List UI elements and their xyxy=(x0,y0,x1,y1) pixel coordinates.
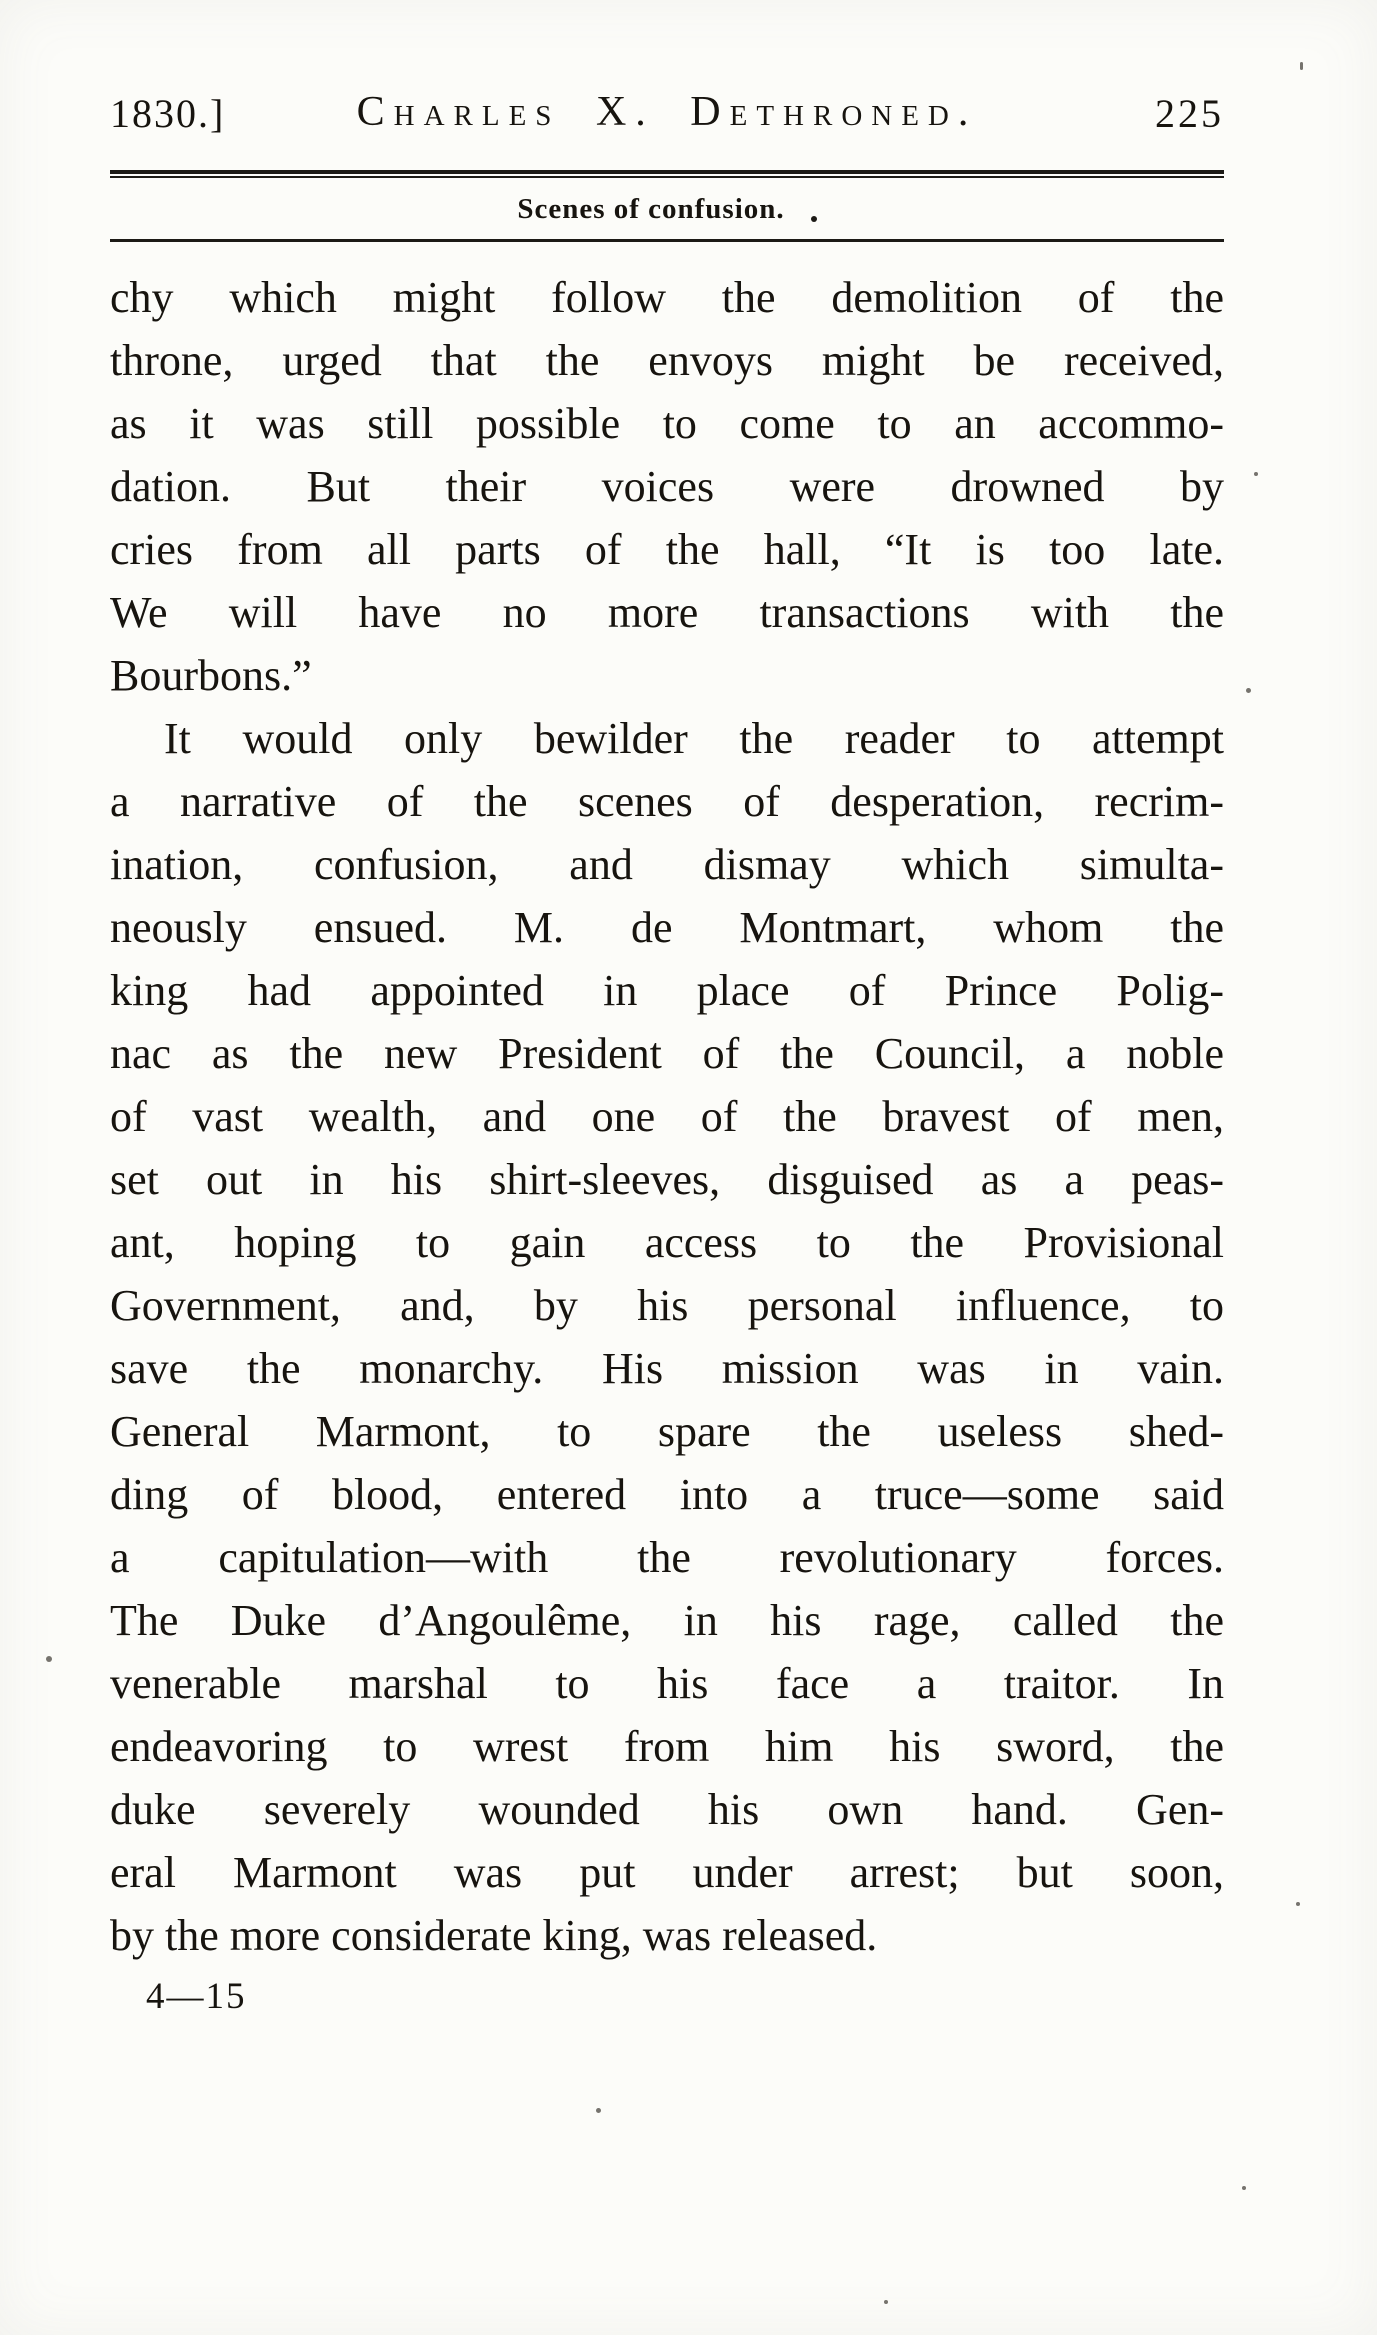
header-page-number: 225 xyxy=(1155,91,1224,136)
header-rule-bottom xyxy=(110,239,1224,242)
text-line: as it was still possible to come to an accommo- xyxy=(110,399,1224,448)
text-line: save the monarchy. His mission was in vain. xyxy=(110,1344,1224,1393)
text-line: We will have no more transactions with the xyxy=(110,588,1224,637)
scan-speck xyxy=(1254,472,1258,476)
signature-mark: 4—15 xyxy=(146,1976,247,2017)
text-line: Bourbons.” xyxy=(110,651,312,700)
paragraph xyxy=(110,707,1224,1967)
text-line: set out in his shirt-sleeves, disguised as a peas- xyxy=(110,1155,1224,1204)
text-line: cries from all parts of the hall, “It is too late. xyxy=(110,525,1224,574)
text-line: neously ensued. M. de Montmart, whom the xyxy=(110,903,1224,952)
scan-speck xyxy=(46,1656,52,1662)
text-line: venerable marshal to his face a traitor. In xyxy=(110,1659,1224,1708)
text-line: eral Marmont was put under arrest; but soon, xyxy=(110,1848,1224,1897)
text-line: ination, confusion, and dismay which simulta- xyxy=(110,840,1224,889)
ink-dot xyxy=(811,216,817,222)
text-line: chy which might follow the demolition of the xyxy=(110,273,1224,322)
text-line: duke severely wounded his own hand. Gen- xyxy=(110,1785,1224,1834)
header-title: Charles X. Dethroned. xyxy=(356,89,978,135)
text-line: dation. But their voices were drowned by xyxy=(110,462,1224,511)
scan-speck xyxy=(596,2108,601,2113)
text-line: king had appointed in place of Prince Polig- xyxy=(110,966,1224,1015)
text-line: The Duke d’Angoulême, in his rage, called the xyxy=(110,1596,1224,1645)
text-line: nac as the new President of the Council, a noble xyxy=(110,1029,1224,1078)
header-date: 1830.] xyxy=(110,91,226,136)
text-line: endeavoring to wrest from him his sword, the xyxy=(110,1722,1224,1771)
running-head-row xyxy=(110,178,1224,239)
text-line: throne, urged that the envoys might be received, xyxy=(110,336,1224,385)
scan-speck xyxy=(1246,688,1251,693)
text-line: by the more considerate king, was released. xyxy=(110,1911,878,1960)
text-line: General Marmont, to spare the useless shed- xyxy=(110,1407,1224,1456)
page-header xyxy=(110,88,1224,146)
scan-speck xyxy=(1300,62,1303,70)
header-rule-top xyxy=(110,170,1224,178)
text-line: of vast wealth, and one of the bravest of men, xyxy=(110,1092,1224,1141)
paragraph xyxy=(110,266,1224,707)
text-line: Government, and, by his personal influence, to xyxy=(110,1281,1224,1330)
text-line: ant, hoping to gain access to the Provisional xyxy=(110,1218,1224,1267)
text-line: a capitulation—with the revolutionary forces. xyxy=(110,1533,1224,1582)
running-head: Scenes of confusion. xyxy=(517,193,785,225)
scan-speck xyxy=(884,2300,888,2304)
scan-speck xyxy=(1296,1902,1300,1906)
body-text xyxy=(110,266,1224,1967)
text-line: a narrative of the scenes of desperation, recrim- xyxy=(110,777,1224,826)
text-line: It would only bewilder the reader to attempt xyxy=(164,714,1224,763)
text-line: ding of blood, entered into a truce—some said xyxy=(110,1470,1224,1519)
scan-speck xyxy=(1242,2186,1246,2190)
